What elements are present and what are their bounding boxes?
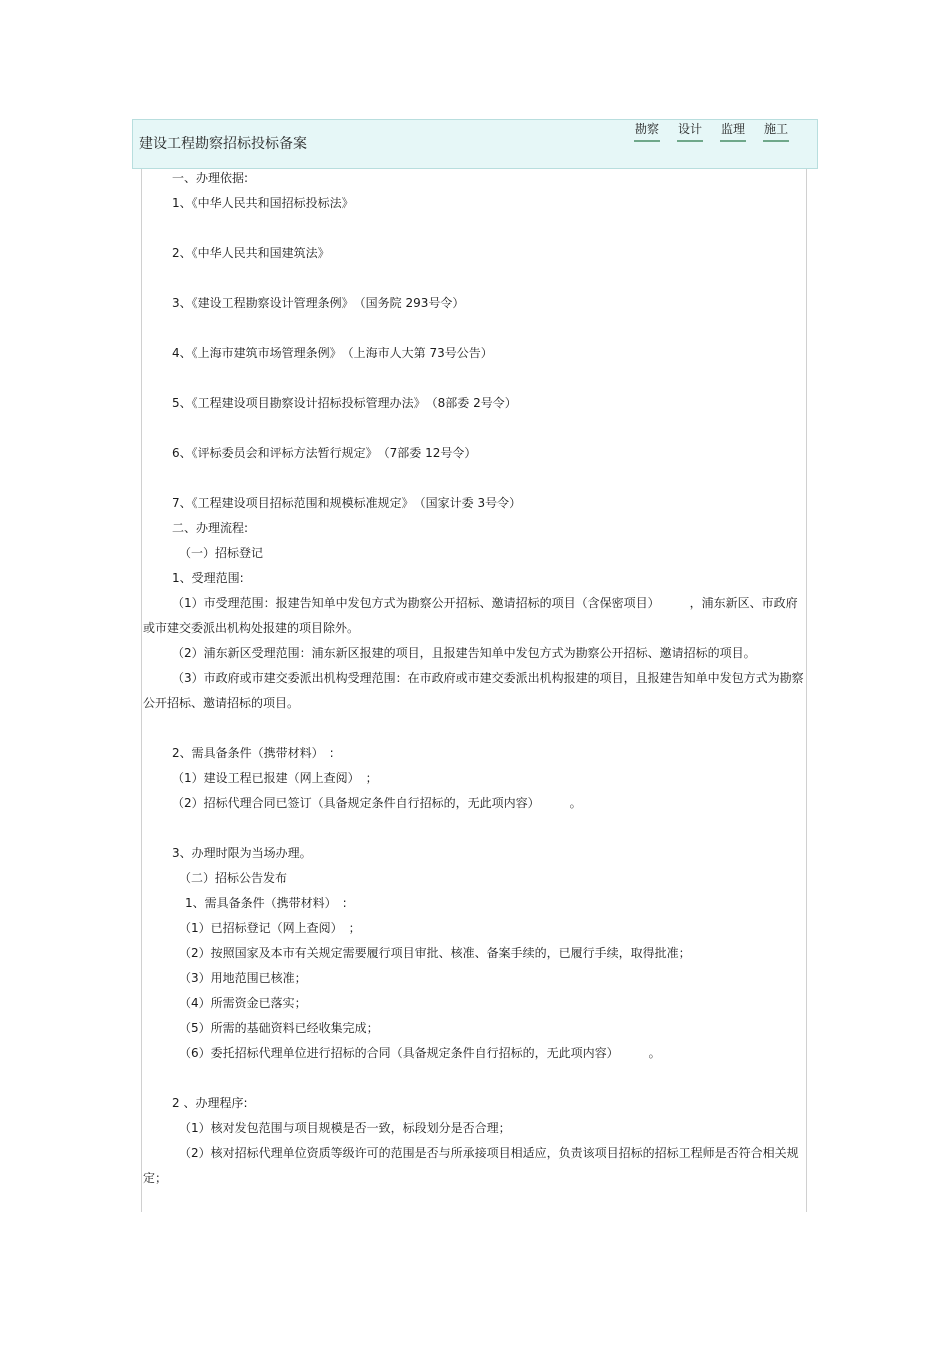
condition-item: （3）用地范围已核准；	[179, 971, 307, 985]
category-tabs	[634, 120, 789, 142]
tab-kancha[interactable]: 勘察	[634, 120, 660, 142]
page-header	[132, 119, 818, 169]
law-item: 2、《中华人民共和国建筑法》	[172, 246, 330, 260]
basis-heading: 一、办理依据:	[172, 171, 249, 185]
section-heading: （二）招标公告发布	[179, 871, 288, 885]
procedure-item: （2）核对招标代理单位资质等级许可的范围是否与所承接项目相适应，负责该项目招标的招标工程师是否符合相关规定；	[143, 1146, 799, 1185]
law-item: 5、《工程建设项目勘察设计招标投标管理办法》 （8部委 2号令）	[172, 396, 517, 410]
law-item: 4、《上海市建筑市场管理条例》 （上海市人大第 73号公告）	[172, 346, 493, 360]
condition-item: （2）招标代理合同已签订（具备规定条件自行招标的，无此项内容） 。	[172, 796, 582, 810]
section-heading: （一）招标登记	[179, 546, 264, 560]
condition-item: （2）按照国家及本市有关规定需要履行项目审批、核准、备案手续的，已履行手续，取得批准；	[179, 946, 691, 960]
condition-heading: 2、需具备条件（携带材料） :	[172, 746, 334, 760]
scope-item: （1）市受理范围：报建告知单中发包方式为勘察公开招标、邀请招标的项目（含保密项目） ，浦东新区、市政府或市建交委派出机构处报建的项目除外。	[143, 596, 798, 635]
procedure-heading: 2 、办理程序:	[172, 1096, 248, 1110]
law-item: 3、《建设工程勘察设计管理条例》 （国务院 293号令）	[172, 296, 465, 310]
procedure-item: （1）核对发包范围与项目规模是否一致，标段划分是否合理；	[179, 1121, 511, 1135]
time-limit: 3、办理时限为当场办理。	[172, 846, 312, 860]
condition-item: （1）建设工程已报建（网上查阅） ；	[172, 771, 378, 785]
condition-heading: 1、需具备条件（携带材料） :	[185, 896, 347, 910]
document-body	[143, 166, 805, 1191]
law-item: 7、《工程建设项目招标范围和规模标准规定》 （国家计委 3号令）	[172, 496, 522, 510]
scope-heading: 1、受理范围:	[172, 571, 244, 585]
page-title: 建设工程勘察招标投标备案	[139, 136, 307, 152]
condition-item: （6）委托招标代理单位进行招标的合同（具备规定条件自行招标的，无此项内容） 。	[179, 1046, 661, 1060]
condition-item: （4）所需资金已落实；	[179, 996, 307, 1010]
law-item: 1、《中华人民共和国招标投标法》	[172, 196, 354, 210]
process-heading: 二、办理流程:	[172, 521, 249, 535]
condition-item: （5）所需的基础资料已经收集完成；	[179, 1021, 379, 1035]
scope-item: （3）市政府或市建交委派出机构受理范围：在市政府或市建交委派出机构报建的项目，且报建告知单中发包方式为勘察公开招标、邀请招标的项目。	[143, 671, 804, 710]
tab-sheji[interactable]: 设计	[677, 120, 703, 142]
law-item: 6、《评标委员会和评标方法暂行规定》 （7部委 12号令）	[172, 446, 477, 460]
condition-item: （1）已招标登记（网上查阅） ；	[179, 921, 361, 935]
tab-jianli[interactable]: 监理	[720, 120, 746, 142]
tab-shigong[interactable]: 施工	[763, 120, 789, 142]
scope-item: （2）浦东新区受理范围：浦东新区报建的项目，且报建告知单中发包方式为勘察公开招标、邀请招标的项目。	[172, 646, 756, 660]
